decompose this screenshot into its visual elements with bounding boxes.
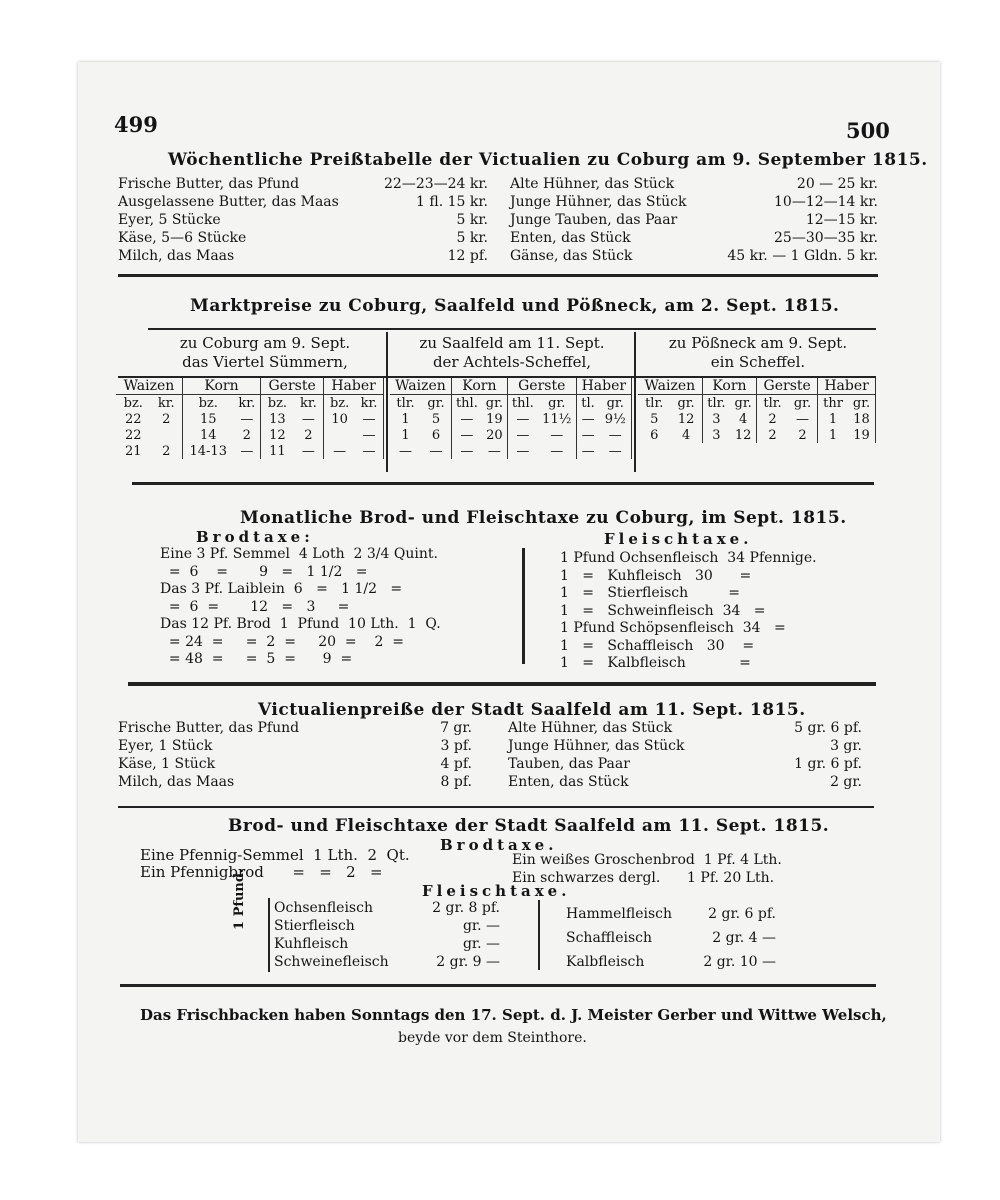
weekly-title: Wöchentliche Preißtabelle der Victualien zu Coburg am 9. September 1815.	[168, 150, 928, 170]
list-item-name: Alte Hühner, das Stück	[508, 720, 673, 736]
table-row	[116, 443, 384, 459]
column-header: Korn	[702, 378, 757, 395]
table-cell: 5	[421, 411, 451, 427]
table-cell: 2	[768, 411, 777, 427]
list-item-price: 2 gr. 10 —	[703, 954, 776, 970]
list-item-price: 5 kr.	[456, 212, 488, 228]
table-cell: 14-13	[189, 443, 227, 459]
list-item-price: 2 gr. 8 pf.	[432, 900, 500, 916]
unit-cell: tlr.	[707, 395, 726, 411]
list-item-name: Junge Hühner, das Stück	[508, 738, 685, 754]
unit-cell: tlr.	[645, 395, 664, 411]
list-item-name: Gänse, das Stück	[510, 248, 633, 264]
monthly-title: Monatliche Brod- und Fleischtaxe zu Coburg, im Sept. 1815.	[240, 508, 847, 528]
unit-cell: tlr.	[396, 395, 415, 411]
list-item-price: 22—23—24 kr.	[384, 176, 488, 192]
saalfeld-victual-title: Victualienpreiße der Stadt Saalfeld am 11. Sept. 1815.	[258, 700, 806, 720]
table-header-row	[116, 378, 384, 395]
text-line: Eine Pfennig-Semmel 1 Lth. 2 Qt.	[140, 846, 410, 864]
table-cell: 4	[730, 411, 757, 427]
column-header: Korn	[182, 378, 260, 395]
list-item-name: Ausgelassene Butter, das Maas	[118, 194, 339, 210]
unit-cell: thl.	[511, 395, 534, 411]
table-cell: 13	[269, 411, 286, 427]
text-line: Ein Pfennigbrod = = 2 =	[140, 863, 383, 881]
list-item-name: Junge Hühner, das Stück	[510, 194, 687, 210]
list-item-name: Milch, das Maas	[118, 248, 235, 264]
unit-cell: kr.	[294, 395, 324, 412]
table-cell: 14	[199, 427, 217, 443]
list-item-price: 45 kr. — 1 Gldn. 5 kr.	[727, 248, 878, 264]
table-row	[638, 427, 876, 443]
saalfeld-header	[392, 334, 632, 372]
list-item-price: 3 pf.	[440, 738, 472, 754]
unit-cell: bz.	[267, 395, 288, 411]
table-cell: —	[581, 411, 595, 427]
list-item-price: gr. —	[462, 936, 500, 952]
unit-cell: gr.	[482, 395, 508, 412]
table-cell: 6	[421, 427, 451, 443]
table-header-row	[638, 378, 876, 395]
text-line: 1 = Stierfleisch =	[560, 585, 740, 601]
list-item-name: Eyer, 1 Stück	[118, 738, 213, 754]
unit-cell: gr.	[730, 395, 757, 412]
list-item-name: Frische Butter, das Pfund	[118, 176, 300, 192]
divider	[148, 328, 876, 330]
table-cell: 18	[848, 411, 876, 427]
text-line: = 6 = 12 = 3 =	[160, 598, 350, 615]
unit-cell: gr.	[848, 395, 876, 412]
table-cell: —	[460, 443, 474, 459]
divider	[118, 806, 874, 808]
text-line: Das 3 Pf. Laiblein 6 = 1 1/2 =	[160, 581, 403, 597]
unit-cell: kr.	[355, 395, 383, 412]
table-cell: 11	[269, 443, 286, 459]
list-item-name: Käse, 1 Stück	[118, 756, 216, 772]
unit-cell: tl.	[581, 395, 595, 411]
list-item-price: 1 gr. 6 pf.	[794, 756, 862, 772]
text-line: 1 = Schaffleisch 30 =	[560, 637, 755, 654]
unit-cell: gr.	[421, 395, 451, 412]
list-item-price: 2 gr. 6 pf.	[708, 906, 776, 922]
list-item-price: 20 — 25 kr.	[796, 176, 878, 192]
table-cell: —	[538, 427, 576, 443]
unit-cell: gr.	[788, 395, 818, 412]
list-item-price: 10—12—14 kr.	[774, 194, 878, 210]
table-row	[390, 411, 632, 427]
table-row	[116, 411, 384, 427]
text-line: 1 Pfund Schöpsenfleisch 34 =	[560, 620, 786, 636]
table-cell: —	[460, 427, 474, 443]
column-header: Waizen	[390, 378, 451, 395]
table-header-row	[390, 378, 632, 395]
table-cell: —	[355, 411, 383, 427]
table-cell: —	[788, 411, 818, 427]
table-cell: —	[294, 411, 324, 427]
unit-cell: bz.	[198, 395, 218, 411]
unit-cell: kr.	[234, 395, 261, 412]
table-cell: —	[421, 443, 451, 459]
divider	[118, 274, 878, 277]
list-item-name: Enten, das Stück	[508, 774, 629, 790]
column-header: Gerste	[757, 378, 818, 395]
table-cell: 11½	[538, 411, 576, 427]
table-cell: 2	[234, 427, 261, 443]
table-cell: 2	[294, 427, 324, 443]
table-cell: 15	[199, 411, 217, 427]
table-cell: —	[460, 411, 474, 427]
table-row	[390, 427, 632, 443]
table-cell	[151, 427, 183, 443]
table-cell: —	[333, 443, 347, 459]
table-cell: 1	[401, 411, 410, 427]
text-line: = 6 = 9 = 1 1/2 =	[160, 563, 368, 580]
poessneck-header	[640, 334, 876, 372]
text-line: Ein weißes Groschenbrod 1 Pf. 4 Lth.	[512, 852, 782, 868]
table-cell: 1	[828, 411, 838, 427]
table-cell: —	[538, 443, 576, 459]
unit-cell: bz.	[123, 395, 143, 411]
table-cell: 10	[331, 411, 348, 427]
footer-line1: Das Frischbacken haben Sonntags den 17. Sept. d. J. Meister Gerber und Wittwe Welsch,	[140, 1006, 887, 1024]
column-header: Waizen	[638, 378, 702, 395]
list-item-price: 12 pf.	[447, 248, 488, 264]
list-item-name: Schweinefleisch	[274, 954, 389, 970]
table-cell: 12	[730, 427, 757, 443]
coburg-head1: zu Coburg am 9. Sept.	[179, 334, 351, 352]
page-number-left: 499	[114, 112, 158, 137]
unit-cell: gr.	[670, 395, 702, 412]
unit-cell: thl.	[455, 395, 478, 411]
list-item-price: 12—15 kr.	[805, 212, 878, 228]
unit-cell: gr.	[538, 395, 576, 412]
text-line: Ein schwarzes dergl. 1 Pf. 20 Lth.	[512, 870, 775, 886]
poessneck-table	[638, 378, 876, 443]
list-item-price: gr. —	[462, 918, 500, 934]
column-divider	[522, 548, 525, 664]
table-cell: —	[234, 411, 261, 427]
unit-cell: tlr.	[763, 395, 782, 411]
list-item-price: 2 gr. 9 —	[436, 954, 500, 970]
coburg-header	[150, 334, 380, 372]
table-cell: —	[355, 427, 383, 443]
saalfeld-head1: zu Saalfeld am 11. Sept.	[419, 334, 605, 352]
list-item-name: Eyer, 5 Stücke	[118, 212, 221, 228]
column-divider	[538, 900, 540, 970]
poessneck-head2: ein Scheffel.	[710, 353, 806, 371]
list-item-name: Tauben, das Paar	[508, 756, 630, 772]
market-title: Marktpreise zu Coburg, Saalfeld und Pößneck, am 2. Sept. 1815.	[190, 296, 840, 316]
divider	[120, 984, 876, 987]
list-item-name: Frische Butter, das Pfund	[118, 720, 300, 736]
brodtaxe-heading: Brodtaxe:	[196, 528, 314, 546]
unit-cell: bz.	[329, 395, 350, 411]
list-item-name: Kuhfleisch	[274, 936, 349, 952]
table-cell	[324, 427, 355, 443]
table-row	[390, 443, 632, 459]
list-item-name: Käse, 5—6 Stücke	[118, 230, 247, 246]
column-divider	[634, 332, 636, 472]
pfund-label-text: 1 Pfund.	[232, 868, 247, 930]
table-unit-row	[638, 395, 876, 412]
list-item-price: 7 gr.	[440, 720, 472, 736]
table-cell: 19	[848, 427, 876, 443]
list-item-price: 5 gr. 6 pf.	[794, 720, 862, 736]
text-line: = 24 = = 2 = 20 = 2 =	[160, 633, 404, 650]
saalfeld-fleischtaxe-heading: Fleischtaxe.	[422, 882, 571, 900]
list-item-name: Stierfleisch	[274, 918, 355, 934]
saalfeld-brodtaxe-heading: Brodtaxe.	[440, 836, 558, 854]
list-item-name: Enten, das Stück	[510, 230, 631, 246]
page-number-right: 500	[846, 118, 890, 143]
list-item-name: Schaffleisch	[566, 930, 653, 946]
coburg-head2: das Viertel Sümmern,	[182, 353, 348, 371]
coburg-table	[116, 378, 384, 459]
column-header: Gerste	[261, 378, 324, 395]
table-cell: 19	[482, 411, 508, 427]
divider	[132, 482, 874, 485]
saalfeld-head2: der Achtels-Scheffel,	[432, 353, 592, 371]
table-cell: —	[581, 427, 595, 443]
table-cell: 22	[125, 411, 142, 427]
list-item-price: 2 gr. 4 —	[712, 930, 776, 946]
fleischtaxe-heading: Fleischtaxe.	[604, 530, 753, 548]
list-item-price: 2 gr.	[830, 774, 862, 790]
pfund-label	[232, 869, 247, 930]
unit-cell: gr.	[599, 395, 631, 412]
table-cell: 1	[401, 427, 410, 443]
list-item-price: 4 pf.	[440, 756, 472, 772]
list-item-name: Kalbfleisch	[566, 954, 645, 970]
list-item-price: 8 pf.	[440, 774, 472, 790]
list-item-name: Ochsenfleisch	[274, 900, 373, 916]
list-item-price: 3 gr.	[830, 738, 862, 754]
table-cell: —	[581, 443, 595, 459]
text-line: 1 = Schweinfleisch 34 =	[560, 602, 766, 619]
footer-line2: beyde vor dem Steinthore.	[398, 1030, 587, 1046]
column-header: Haber	[324, 378, 384, 395]
table-cell: 2	[151, 443, 183, 459]
table-cell: —	[516, 411, 530, 427]
list-item-name: Junge Tauben, das Paar	[510, 212, 678, 228]
unit-cell: kr.	[151, 395, 183, 412]
table-cell: —	[516, 427, 530, 443]
table-cell: —	[355, 443, 383, 459]
table-cell: —	[482, 443, 508, 459]
table-cell: —	[599, 443, 631, 459]
saalfeld-table	[390, 378, 632, 459]
table-cell: 2	[788, 427, 818, 443]
table-cell: —	[599, 427, 631, 443]
text-line: 1 = Kalbfleisch =	[560, 655, 751, 671]
table-cell: 12	[670, 411, 702, 427]
table-cell: —	[234, 443, 261, 459]
column-header: Haber	[576, 378, 631, 395]
list-item-price: 25—30—35 kr.	[774, 230, 878, 246]
column-header: Haber	[818, 378, 876, 395]
table-cell: 2	[151, 411, 183, 427]
column-header: Waizen	[116, 378, 182, 395]
list-item-price: 1 fl. 15 kr.	[416, 194, 488, 210]
text-line: 1 Pfund Ochsenfleisch 34 Pfennige.	[560, 550, 817, 566]
table-cell: 21	[125, 443, 142, 459]
table-cell: 6	[650, 427, 659, 443]
table-cell: 5	[650, 411, 659, 427]
text-line: 1 = Kuhfleisch 30 =	[560, 567, 752, 584]
table-row	[638, 411, 876, 427]
table-cell: 2	[768, 427, 777, 443]
column-divider	[386, 332, 388, 472]
text-line: Eine 3 Pf. Semmel 4 Loth 2 3/4 Quint.	[160, 546, 438, 562]
table-cell: 22	[125, 427, 142, 443]
table-cell: 3	[712, 411, 721, 427]
poessneck-head1: zu Pößneck am 9. Sept.	[668, 334, 848, 352]
list-item-name: Hammelfleisch	[566, 906, 673, 922]
table-cell: —	[516, 443, 530, 459]
list-item-name: Alte Hühner, das Stück	[510, 176, 675, 192]
table-unit-row	[390, 395, 632, 412]
table-unit-row	[116, 395, 384, 412]
table-cell: 1	[828, 427, 838, 443]
table-cell: —	[294, 443, 324, 459]
text-line: = 48 = = 5 = 9 =	[160, 651, 353, 667]
list-item-name: Milch, das Maas	[118, 774, 235, 790]
text-line: Das 12 Pf. Brod 1 Pfund 10 Lth. 1 Q.	[160, 616, 441, 632]
saalfeld-taxe-title: Brod- und Fleischtaxe der Stadt Saalfeld am 11. Sept. 1815.	[228, 816, 830, 836]
table-cell: 3	[712, 427, 721, 443]
table-cell: 20	[482, 427, 508, 443]
divider	[128, 682, 876, 686]
bracket-line	[268, 898, 270, 972]
table-cell: 4	[670, 427, 702, 443]
table-cell: —	[399, 443, 413, 459]
table-row	[116, 427, 384, 443]
unit-cell: thr	[823, 395, 843, 411]
column-header: Korn	[451, 378, 507, 395]
column-header: Gerste	[507, 378, 576, 395]
table-cell: 12	[269, 427, 286, 443]
list-item-price: 5 kr.	[456, 230, 488, 246]
table-cell: 9½	[599, 411, 631, 427]
